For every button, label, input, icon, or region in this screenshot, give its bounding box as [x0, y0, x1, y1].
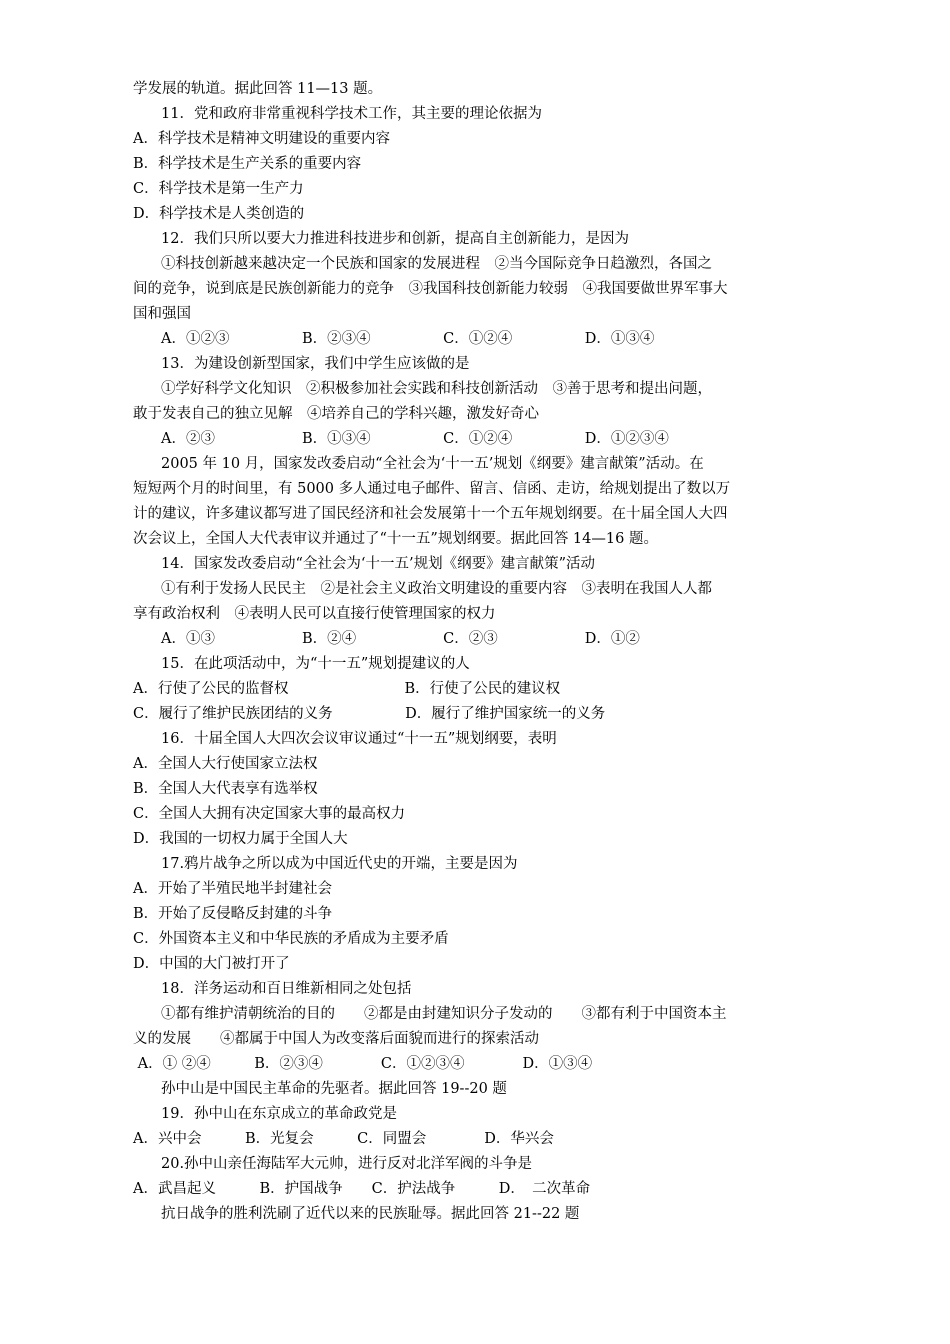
option-line: C．科学技术是第一生产力	[133, 181, 304, 197]
statement-line: 享有政治权利 ④表明人民可以直接行使管理国家的权力	[133, 606, 496, 622]
statement-line: ①学好科学文化知识 ②积极参加社会实践和科技创新活动 ③善于思考和提出问题，	[161, 381, 712, 397]
option-line: A．全国人大行使国家立法权	[133, 756, 318, 772]
options-row: A．②③ B．①③④ C．①②④ D．①②③④	[161, 431, 669, 447]
option-line: A．科学技术是精神文明建设的重要内容	[133, 131, 390, 147]
option-line: D．科学技术是人类创造的	[133, 206, 305, 222]
passage-line: 抗日战争的胜利洗刷了近代以来的民族耻辱。据此回答 21--22 题	[161, 1206, 580, 1222]
statement-line: ①有利于发扬人民民主 ②是社会主义政治文明建设的重要内容 ③表明在我国人人都	[161, 581, 712, 597]
passage-line: 计的建议，许多建议都写进了国民经济和社会发展第十一个五年规划纲要。在十届全国人大四	[133, 506, 728, 522]
options-row: A．① ②④ B．②③④ C．①②③④ D．①③④	[133, 1056, 593, 1072]
option-line: C．外国资本主义和中华民族的矛盾成为主要矛盾	[133, 931, 449, 947]
option-line: C．全国人大拥有决定国家大事的最高权力	[133, 806, 406, 822]
option-line: A．开始了半殖民地半封建社会	[133, 881, 332, 897]
question-15-stem: 15．在此项活动中，为“十一五”规划提建议的人	[161, 656, 470, 672]
question-20-stem: 20.孙中山亲任海陆军大元帅，进行反对北洋军阀的斗争是	[161, 1156, 533, 1172]
question-19-stem: 19．孙中山在东京成立的革命政党是	[161, 1106, 397, 1122]
options-row: C．履行了维护民族团结的义务 D．履行了维护国家统一的义务	[133, 706, 606, 722]
option-line: B．科学技术是生产关系的重要内容	[133, 156, 362, 172]
options-row: A．①③ B．②④ C．②③ D．①②	[161, 631, 640, 647]
statement-line: ①都有维护清朝统治的目的 ②都是由封建知识分子发动的 ③都有利于中国资本主	[161, 1006, 727, 1022]
option-line: B．开始了反侵略反封建的斗争	[133, 906, 333, 922]
statement-line: 间的竞争，说到底是民族创新能力的竞争 ③我国科技创新能力较弱 ④我国要做世界军事大	[133, 281, 728, 297]
option-line: D．中国的大门被打开了	[133, 956, 290, 972]
option-line: D．我国的一切权力属于全国人大	[133, 831, 348, 847]
options-row: A．①②③ B．②③④ C．①②④ D．①③④	[161, 331, 655, 347]
option-line: B．全国人大代表享有选举权	[133, 781, 318, 797]
passage-line: 孙中山是中国民主革命的先驱者。据此回答 19--20 题	[161, 1081, 507, 1097]
question-18-stem: 18．洋务运动和百日维新相同之处包括	[161, 981, 412, 997]
statement-line: 敢于发表自己的独立见解 ④培养自己的学科兴趣，激发好奇心	[133, 406, 539, 422]
options-row: A．兴中会 B．光复会 C．同盟会 D．华兴会	[133, 1131, 554, 1147]
question-17-stem: 17.鸦片战争之所以成为中国近代史的开端，主要是因为	[161, 856, 518, 872]
passage-line: 次会议上，全国人大代表审议并通过了“十一五”规划纲要。据此回答 14—16 题。	[133, 531, 658, 547]
passage-line: 2005 年 10 月，国家发改委启动“全社会为‘十一五’规划《纲要》建言献策”活动。在	[161, 456, 704, 472]
passage-line: 学发展的轨道。据此回答 11—13 题。	[133, 81, 383, 97]
options-row: A．武昌起义 B．护国战争 C．护法战争 D． 二次革命	[133, 1181, 591, 1197]
passage-line: 短短两个月的时间里，有 5000 多人通过电子邮件、留言、信函、走访，给规划提出了数以万	[133, 481, 731, 497]
question-16-stem: 16．十届全国人大四次会议审议通过“十一五”规划纲要，表明	[161, 731, 557, 747]
question-11-stem: 11．党和政府非常重视科学技术工作，其主要的理论依据为	[161, 106, 542, 122]
options-row: A．行使了公民的监督权 B．行使了公民的建议权	[133, 681, 561, 697]
question-13-stem: 13．为建设创新型国家，我们中学生应该做的是	[161, 356, 470, 372]
question-12-stem: 12．我们只所以要大力推进科技进步和创新，提高自主创新能力，是因为	[161, 231, 629, 247]
statement-line: 国和强国	[133, 306, 191, 322]
question-14-stem: 14．国家发改委启动“全社会为‘十一五’规划《纲要》建言献策”活动	[161, 556, 595, 572]
statement-line: 义的发展 ④都属于中国人为改变落后面貌而进行的探索活动	[133, 1031, 539, 1047]
statement-line: ①科技创新越来越决定一个民族和国家的发展进程 ②当今国际竞争日趋激烈，各国之	[161, 256, 712, 272]
